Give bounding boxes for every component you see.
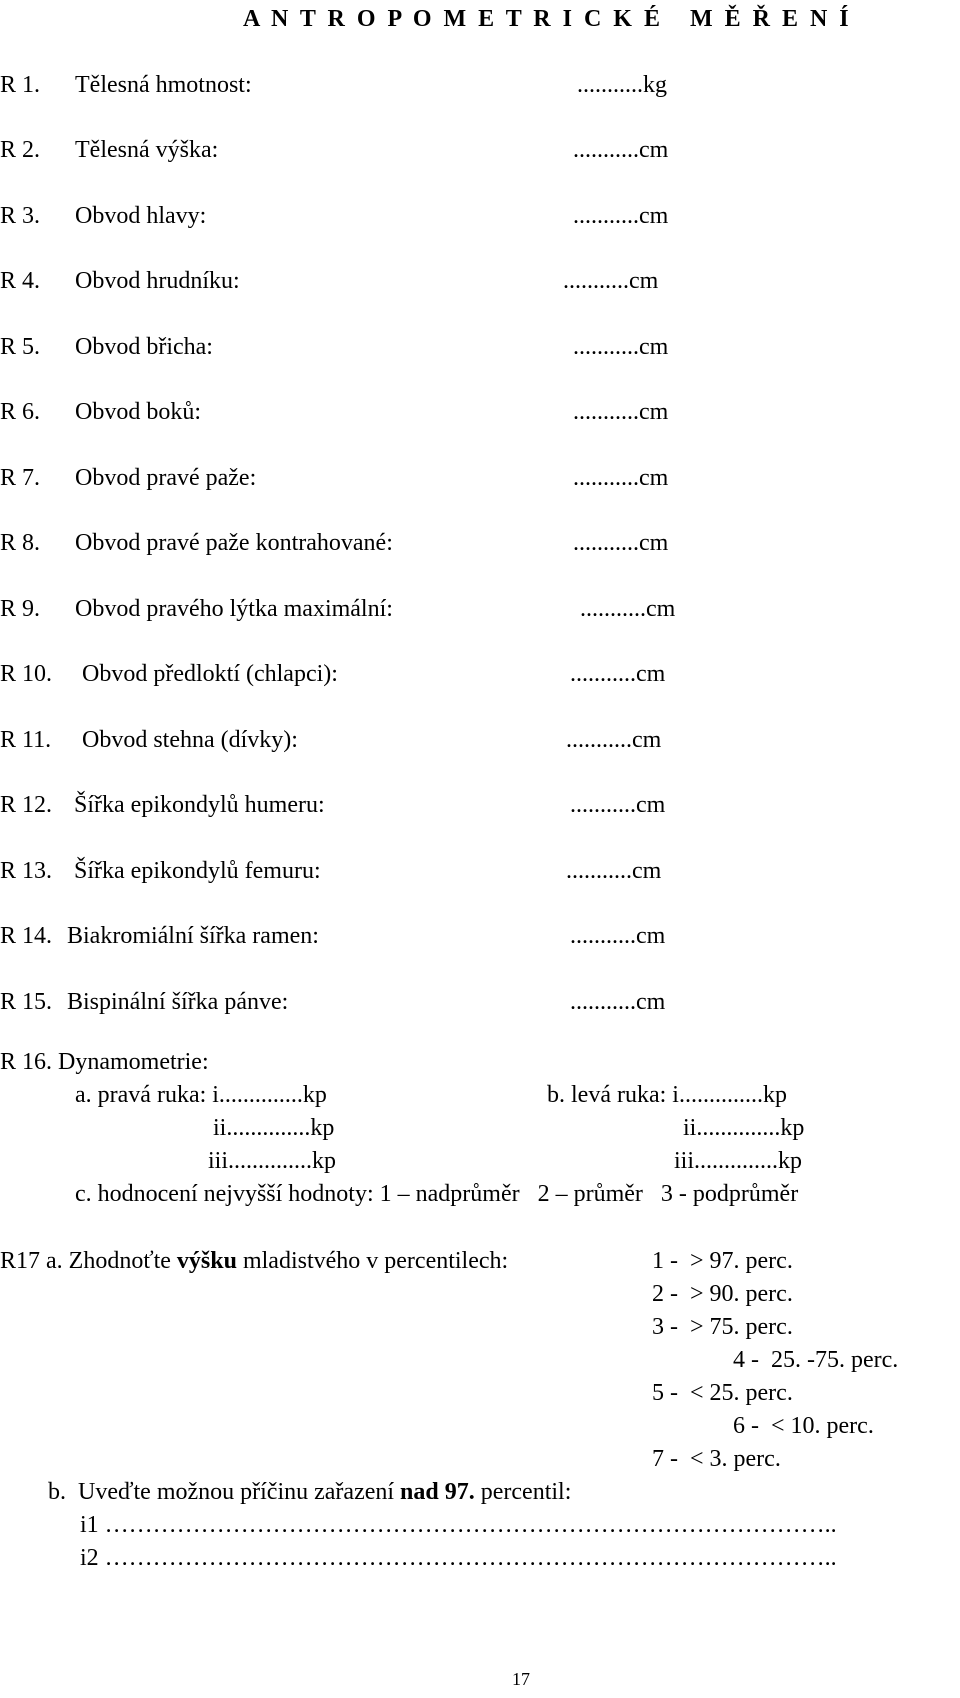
row-label: Tělesná výška: [75, 137, 219, 163]
row-value-blank: ...........cm [573, 465, 669, 491]
row-label: Obvod stehna (dívky): [82, 727, 298, 753]
row-number: R 14. [0, 923, 53, 949]
right-hand-attempt-2: ii..............kp [213, 1115, 335, 1141]
row-number: R 8. [0, 530, 41, 556]
row-value-blank: ...........cm [580, 596, 676, 622]
row-value-blank: ...........cm [573, 137, 669, 163]
percentile-option: 6 - < 10. perc. [733, 1413, 874, 1439]
row-value-blank: ...........cm [570, 923, 666, 949]
row-number: R 10. [0, 661, 53, 687]
row-number: R 7. [0, 465, 41, 491]
row-label: Obvod břicha: [75, 334, 213, 360]
row-value-blank: ...........cm [566, 727, 662, 753]
answer-line-1: i1 ……………………………………………………………………………….. [80, 1512, 837, 1538]
row-label: Obvod pravé paže: [75, 465, 257, 491]
left-hand-attempt-1: b. levá ruka: i..............kp [547, 1082, 787, 1108]
row-number: R 4. [0, 268, 41, 294]
row-value-blank: ...........cm [566, 858, 662, 884]
row-value-blank: ...........cm [563, 268, 659, 294]
row-value-blank: ...........cm [570, 989, 666, 1015]
percentile-option: 4 - 25. -75. perc. [733, 1347, 899, 1373]
percentile-option: 1 - > 97. perc. [652, 1248, 793, 1274]
row-number: R 15. [0, 989, 53, 1015]
height-percentile-question: R17 a. Zhodnoťte výšku mladistvého v percentilech: [0, 1248, 509, 1274]
row-value-blank: ...........cm [570, 661, 666, 687]
row-number: R 11. [0, 727, 52, 753]
row-number: R 3. [0, 203, 41, 229]
row-value-blank: ...........kg [577, 72, 667, 98]
dynamometry-heading: R 16. Dynamometrie: [0, 1049, 209, 1075]
row-label: Šířka epikondylů humeru: [74, 792, 325, 818]
row-value-blank: ...........cm [573, 530, 669, 556]
row-label: Obvod pravého lýtka maximální: [75, 596, 393, 622]
row-number: R 6. [0, 399, 41, 425]
right-hand-attempt-1: a. pravá ruka: i..............kp [75, 1082, 327, 1108]
row-label: Obvod hrudníku: [75, 268, 240, 294]
row-number: R 5. [0, 334, 41, 360]
row-label: Obvod hlavy: [75, 203, 207, 229]
row-number: R 2. [0, 137, 41, 163]
left-hand-attempt-2: ii..............kp [683, 1115, 805, 1141]
row-label: Tělesná hmotnost: [75, 72, 252, 98]
row-value-blank: ...........cm [573, 399, 669, 425]
row-number: R 12. [0, 792, 53, 818]
row-number: R 1. [0, 72, 41, 98]
answer-line-2: i2 ……………………………………………………………………………….. [80, 1545, 837, 1571]
percentile-option: 2 - > 90. perc. [652, 1281, 793, 1307]
percentile-option: 3 - > 75. perc. [652, 1314, 793, 1340]
page-number: 17 [512, 1669, 530, 1689]
row-label: Biakromiální šířka ramen: [67, 923, 319, 949]
row-label: Obvod boků: [75, 399, 201, 425]
dynamometry-rating-scale: c. hodnocení nejvyšší hodnoty: 1 – nadprůměr 2 – průměr 3 - podprůměr [75, 1181, 799, 1207]
row-label: Šířka epikondylů femuru: [74, 858, 321, 884]
page-title: A N T R O P O M E T R I C K É M Ě Ř E N Í [243, 6, 852, 32]
cause-question: b. Uveďte možnou příčinu zařazení nad 97. percentil: [48, 1479, 572, 1505]
left-hand-attempt-3: iii..............kp [674, 1148, 803, 1174]
row-label: Obvod pravé paže kontrahované: [75, 530, 393, 556]
row-number: R 13. [0, 858, 53, 884]
percentile-option: 5 - < 25. perc. [652, 1380, 793, 1406]
row-value-blank: ...........cm [570, 792, 666, 818]
row-value-blank: ...........cm [573, 203, 669, 229]
row-label: Obvod předloktí (chlapci): [82, 661, 338, 687]
percentile-option: 7 - < 3. perc. [652, 1446, 781, 1472]
row-number: R 9. [0, 596, 41, 622]
row-value-blank: ...........cm [573, 334, 669, 360]
row-label: Bispinální šířka pánve: [67, 989, 289, 1015]
right-hand-attempt-3: iii..............kp [208, 1148, 337, 1174]
